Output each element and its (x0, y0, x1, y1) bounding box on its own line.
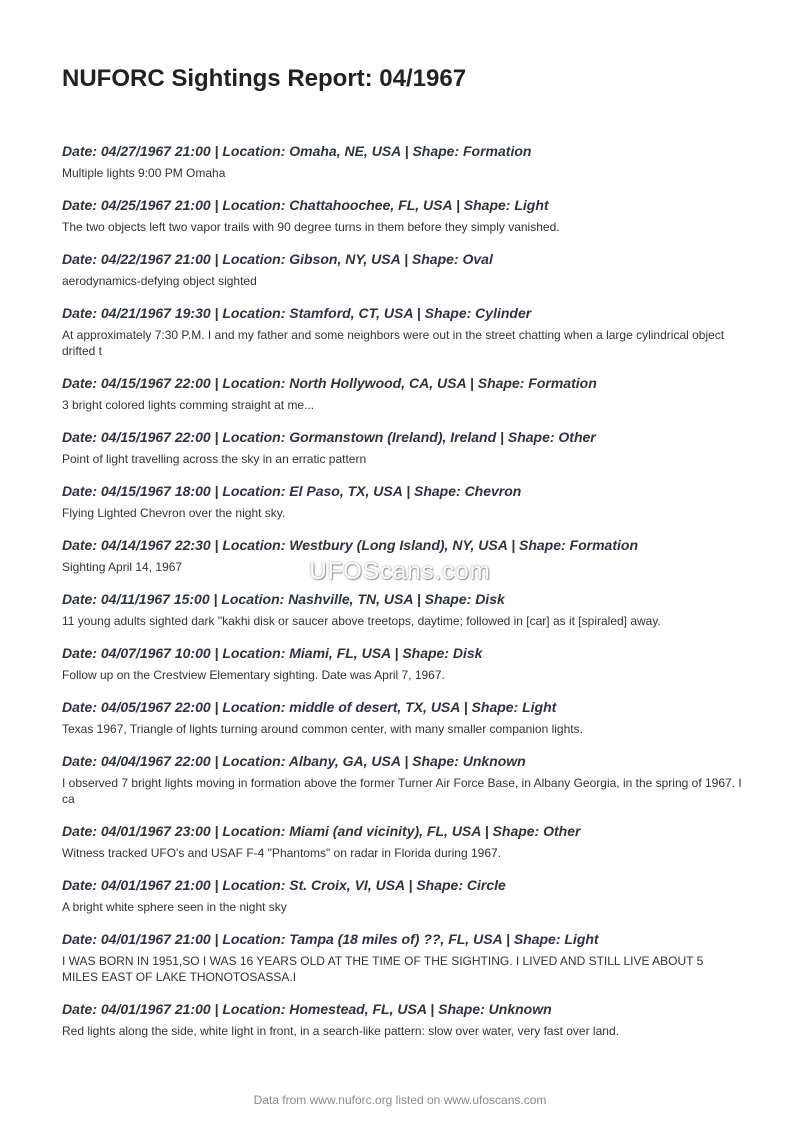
list-item (62, 823, 742, 861)
entry-description: Witness tracked UFO's and USAF F-4 "Phantoms" on radar in Florida during 1967. (62, 846, 501, 860)
entry-heading: Date: 04/01/1967 21:00 | Location: Tampa (18 miles of) ??, FL, USA | Shape: Light (62, 931, 599, 947)
entry-heading: Date: 04/01/1967 21:00 | Location: St. Croix, VI, USA | Shape: Circle (62, 877, 506, 893)
entry-heading: Date: 04/05/1967 22:00 | Location: middle of desert, TX, USA | Shape: Light (62, 699, 557, 715)
list-item (62, 931, 742, 985)
list-item (62, 429, 742, 467)
list-item (62, 699, 742, 737)
entry-heading: Date: 04/01/1967 21:00 | Location: Homestead, FL, USA | Shape: Unknown (62, 1001, 552, 1017)
watermark: UFOScans.com (309, 558, 491, 585)
entry-heading: Date: 04/01/1967 23:00 | Location: Miami (and vicinity), FL, USA | Shape: Other (62, 823, 581, 839)
footer-source-note: Data from www.nuforc.org listed on www.ufoscans.com (253, 1093, 547, 1107)
entry-description: 3 bright colored lights comming straight at me... (62, 398, 315, 412)
entry-description: A bright white sphere seen in the night sky (62, 900, 287, 914)
entry-heading: Date: 04/07/1967 10:00 | Location: Miami, FL, USA | Shape: Disk (62, 645, 483, 661)
entry-description: Texas 1967, Triangle of lights turning around common center, with many smaller companion lights. (62, 722, 583, 736)
entry-description: The two objects left two vapor trails with 90 degree turns in them before they simply vanished. (62, 220, 560, 234)
entry-description: I WAS BORN IN 1951,SO I WAS 16 YEARS OLD AT THE TIME OF THE SIGHTING. I LIVED AND STILL LIVE ABOUT 5 MILES EAST OF LAKE THONOTOSASSA.I (62, 954, 704, 984)
entry-description: aerodynamics-defying object sighted (62, 274, 257, 288)
list-item (62, 877, 742, 915)
entry-heading: Date: 04/21/1967 19:30 | Location: Stamford, CT, USA | Shape: Cylinder (62, 305, 532, 321)
entry-description: Flying Lighted Chevron over the night sky. (62, 506, 286, 520)
sightings-list (62, 143, 742, 1055)
entry-description: At approximately 7:30 P.M. I and my father and some neighbors were out in the street chatting when a large cylindrical object drifted t (62, 328, 725, 358)
entry-heading: Date: 04/27/1967 21:00 | Location: Omaha, NE, USA | Shape: Formation (62, 143, 532, 159)
entry-description: Sighting April 14, 1967 (62, 560, 183, 574)
list-item (62, 753, 742, 807)
entry-description: 11 young adults sighted dark "kakhi disk or saucer above treetops, daytime; followed in [car] as it [spiraled] away. (62, 614, 661, 628)
entry-description: Follow up on the Crestview Elementary sighting. Date was April 7, 1967. (62, 668, 445, 682)
entry-heading: Date: 04/15/1967 22:00 | Location: Gormanstown (Ireland), Ireland | Shape: Other (62, 429, 596, 445)
entry-heading: Date: 04/04/1967 22:00 | Location: Albany, GA, USA | Shape: Unknown (62, 753, 526, 769)
list-item (62, 251, 742, 289)
entry-description: Point of light travelling across the sky in an erratic pattern (62, 452, 367, 466)
entry-description: Red lights along the side, white light in front, in a search-like pattern: slow over water, very fast over land. (62, 1024, 619, 1038)
entry-description: Multiple lights 9:00 PM Omaha (62, 166, 226, 180)
list-item (62, 591, 742, 629)
entry-heading: Date: 04/15/1967 22:00 | Location: North Hollywood, CA, USA | Shape: Formation (62, 375, 597, 391)
list-item (62, 197, 742, 235)
entry-heading: Date: 04/11/1967 15:00 | Location: Nashville, TN, USA | Shape: Disk (62, 591, 505, 607)
list-item (62, 375, 742, 413)
page-title: NUFORC Sightings Report: 04/1967 (62, 65, 467, 92)
list-item (62, 483, 742, 521)
entry-description: I observed 7 bright lights moving in formation above the former Turner Air Force Base, in Albany Georgia, in the spring of 1967. I ca (62, 776, 742, 806)
list-item (62, 143, 742, 181)
entry-heading: Date: 04/25/1967 21:00 | Location: Chattahoochee, FL, USA | Shape: Light (62, 197, 549, 213)
entry-heading: Date: 04/22/1967 21:00 | Location: Gibson, NY, USA | Shape: Oval (62, 251, 493, 267)
entry-heading: Date: 04/14/1967 22:30 | Location: Westbury (Long Island), NY, USA | Shape: Formation (62, 537, 639, 553)
list-item (62, 1001, 742, 1039)
list-item (62, 645, 742, 683)
entry-heading: Date: 04/15/1967 18:00 | Location: El Paso, TX, USA | Shape: Chevron (62, 483, 522, 499)
list-item (62, 305, 742, 359)
